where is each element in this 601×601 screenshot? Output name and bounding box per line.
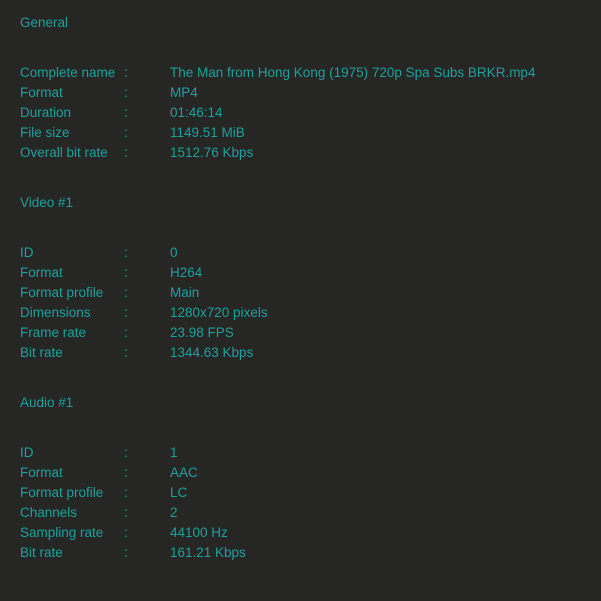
info-value: 1149.51 MiB: [170, 125, 245, 140]
colon-separator: :: [124, 545, 128, 560]
info-value: 1512.76 Kbps: [170, 145, 254, 160]
info-row: [20, 103, 581, 123]
colon-separator: :: [124, 125, 128, 140]
info-value: 44100 Hz: [170, 525, 228, 540]
info-value: 0: [170, 245, 178, 260]
colon-separator: :: [124, 265, 128, 280]
colon-separator: :: [124, 65, 128, 80]
info-row: [20, 463, 581, 483]
colon-separator: :: [124, 485, 128, 500]
section-title-audio-1: Audio #1: [20, 395, 74, 410]
section-audio-1-rows: [20, 443, 581, 563]
info-row: [20, 483, 581, 503]
colon-separator: :: [124, 245, 128, 260]
info-value: AAC: [170, 465, 198, 480]
info-label: File size: [20, 125, 70, 140]
info-row: [20, 303, 581, 323]
section-audio-1: [20, 393, 581, 563]
info-label: Frame rate: [20, 325, 87, 340]
info-label: Format: [20, 265, 63, 280]
info-value: 1344.63 Kbps: [170, 345, 254, 360]
info-row: [20, 443, 581, 463]
colon-separator: :: [124, 465, 128, 480]
info-label: Sampling rate: [20, 525, 104, 540]
info-value: 01:46:14: [170, 105, 223, 120]
colon-separator: :: [124, 525, 128, 540]
info-label: Format profile: [20, 485, 104, 500]
colon-separator: :: [124, 445, 128, 460]
info-row: [20, 323, 581, 343]
colon-separator: :: [124, 85, 128, 100]
info-value: 1: [170, 445, 178, 460]
info-row: [20, 543, 581, 563]
info-label: Bit rate: [20, 345, 63, 360]
info-value: 23.98 FPS: [170, 325, 234, 340]
info-value: 2: [170, 505, 178, 520]
info-value: 1280x720 pixels: [170, 305, 268, 320]
colon-separator: :: [124, 345, 128, 360]
section-title-general: General: [20, 15, 69, 30]
info-row: [20, 83, 581, 103]
info-label: Format profile: [20, 285, 104, 300]
info-row: [20, 263, 581, 283]
info-row: [20, 343, 581, 363]
info-row: [20, 143, 581, 163]
info-row: [20, 503, 581, 523]
info-row: [20, 123, 581, 143]
section-video-1: [20, 193, 581, 363]
info-row: [20, 63, 581, 83]
info-label: Dimensions: [20, 305, 91, 320]
section-title-video-1: Video #1: [20, 195, 74, 210]
colon-separator: :: [124, 305, 128, 320]
info-label: Format: [20, 465, 63, 480]
info-value: H264: [170, 265, 203, 280]
info-value: The Man from Hong Kong (1975) 720p Spa Subs BRKR.mp4: [170, 65, 536, 80]
info-row: [20, 283, 581, 303]
colon-separator: :: [124, 325, 128, 340]
info-label: Complete name: [20, 65, 116, 80]
info-label: ID: [20, 245, 34, 260]
colon-separator: :: [124, 505, 128, 520]
info-row: [20, 523, 581, 543]
info-label: Overall bit rate: [20, 145, 108, 160]
info-label: Duration: [20, 105, 72, 120]
info-value: MP4: [170, 85, 198, 100]
section-general-rows: [20, 63, 581, 163]
section-general: [20, 13, 581, 163]
info-label: Bit rate: [20, 545, 63, 560]
section-video-1-rows: [20, 243, 581, 363]
colon-separator: :: [124, 105, 128, 120]
info-label: ID: [20, 445, 34, 460]
colon-separator: :: [124, 285, 128, 300]
info-value: 161.21 Kbps: [170, 545, 246, 560]
info-value: LC: [170, 485, 188, 500]
info-value: Main: [170, 285, 200, 300]
info-row: [20, 243, 581, 263]
colon-separator: :: [124, 145, 128, 160]
info-label: Format: [20, 85, 63, 100]
info-label: Channels: [20, 505, 78, 520]
